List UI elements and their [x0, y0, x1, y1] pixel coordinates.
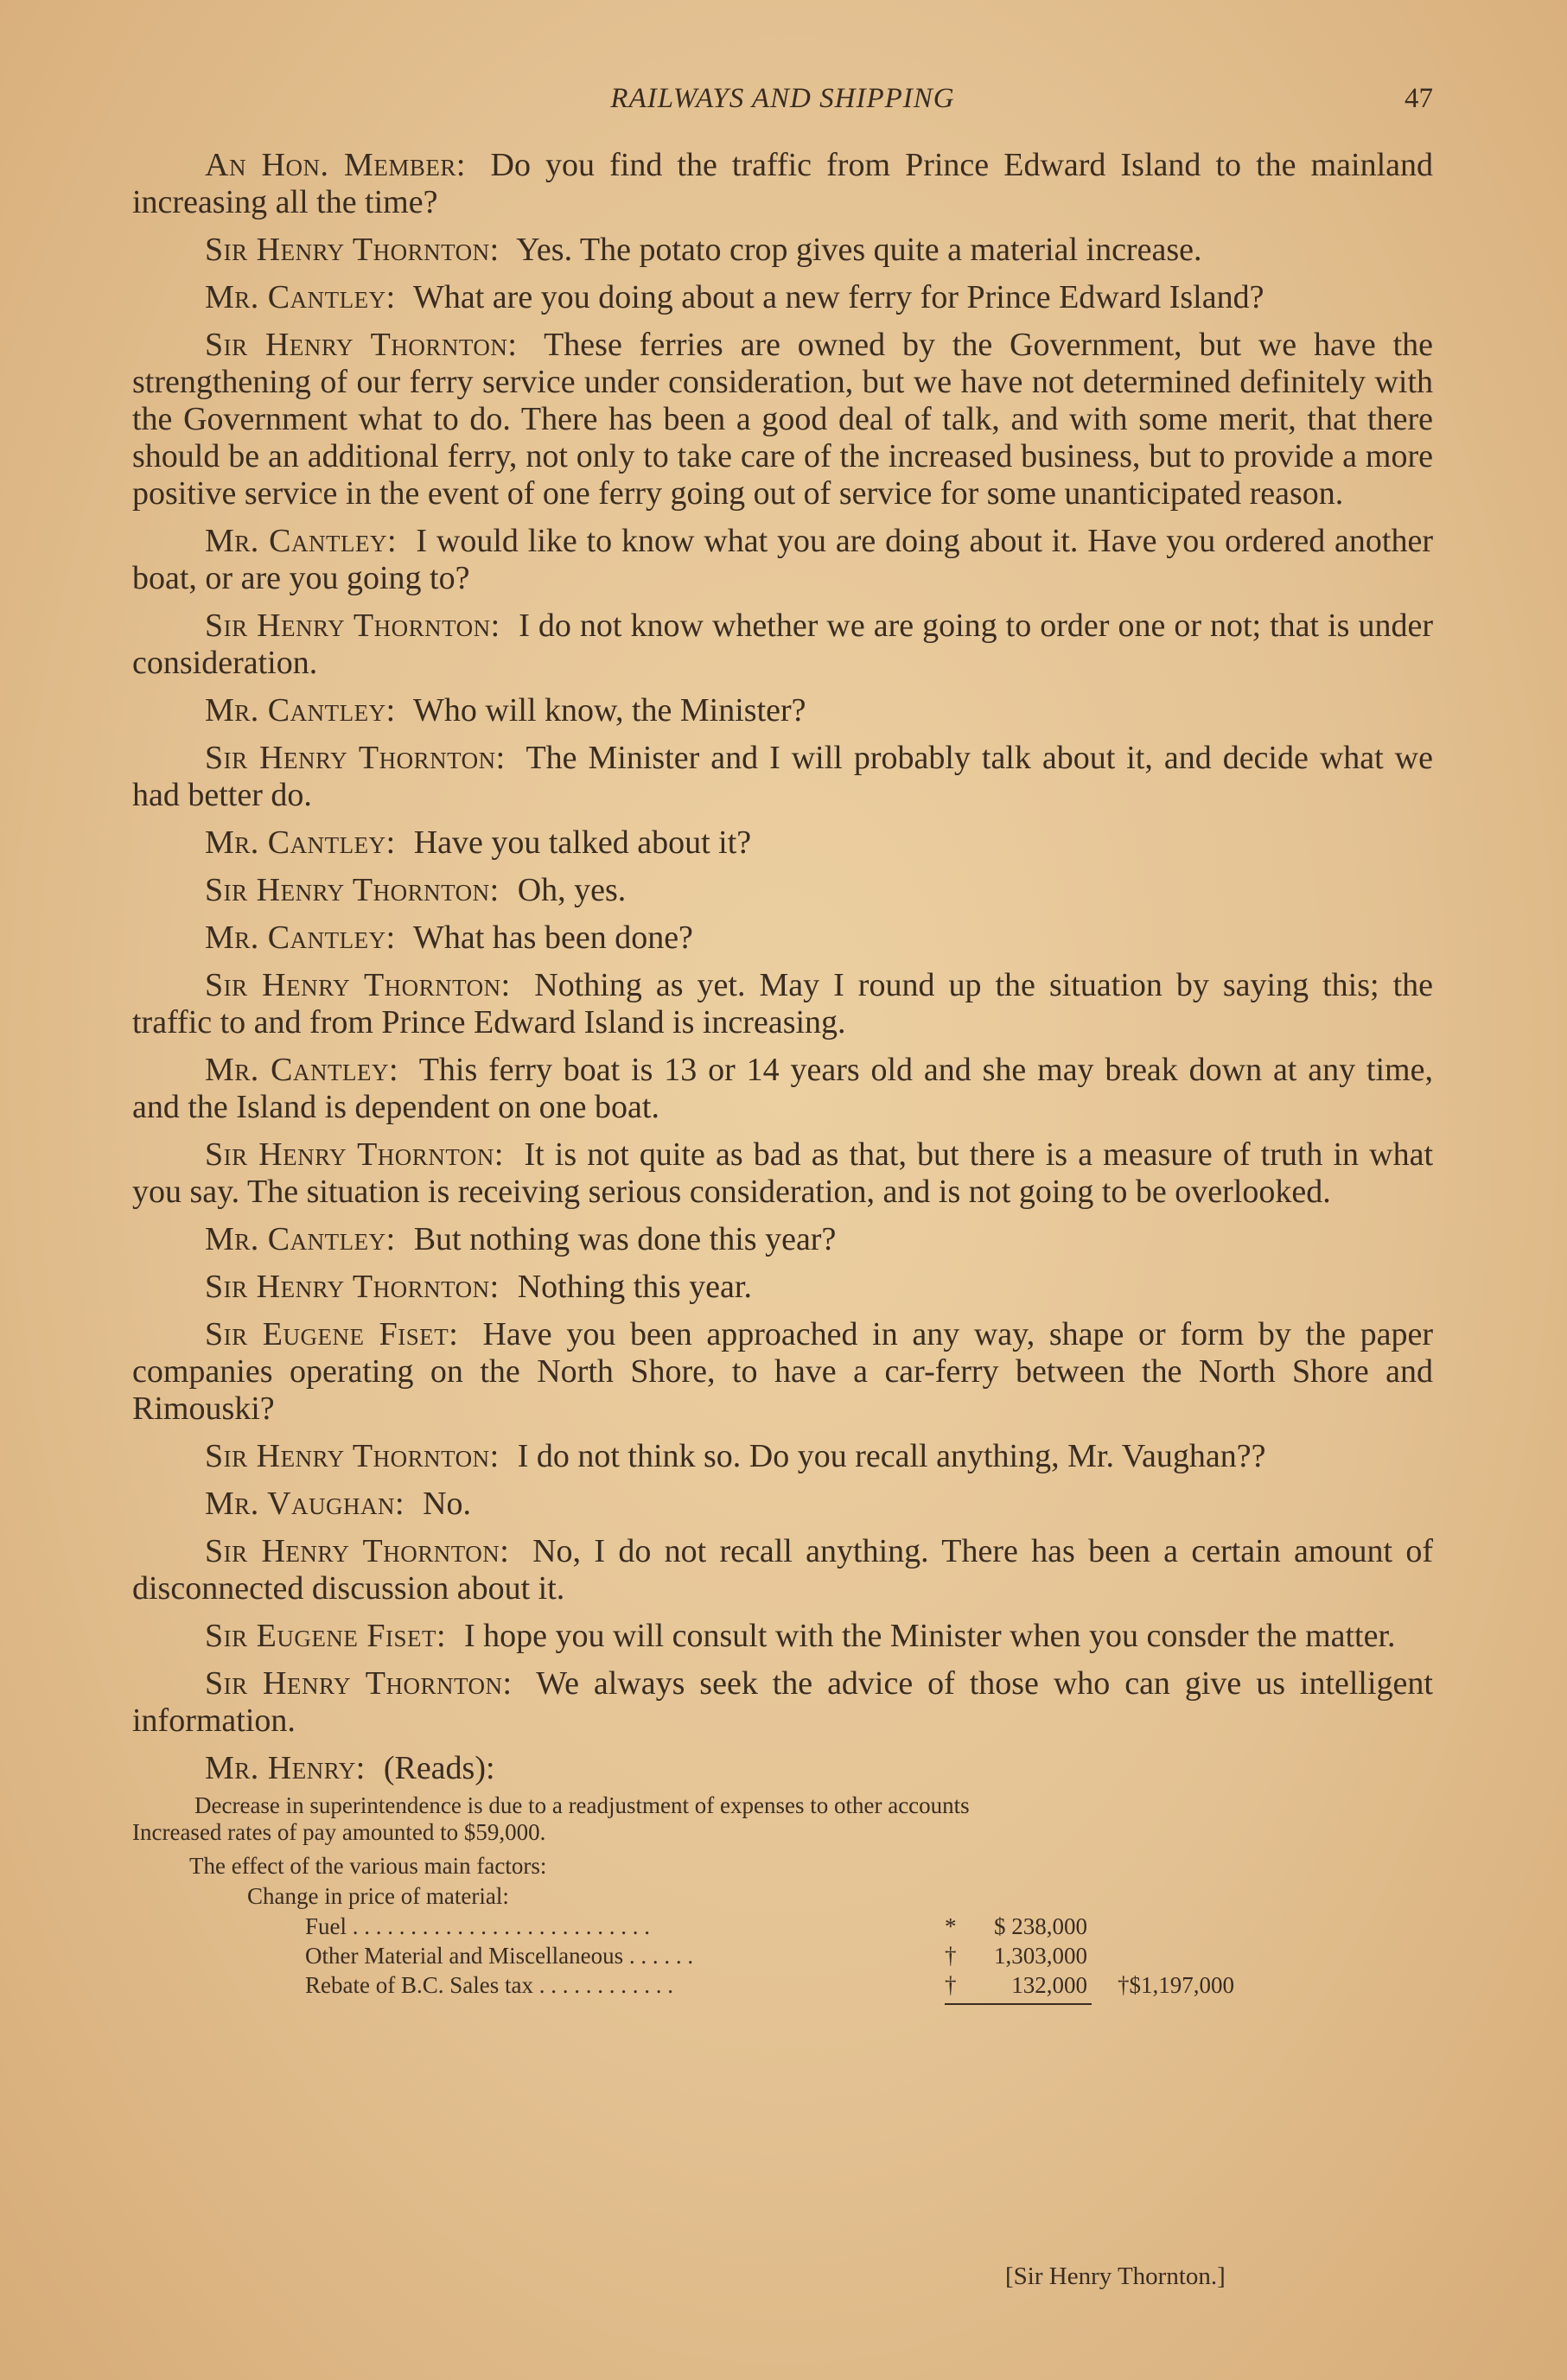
- speech-text: What are you doing about a new ferry for Prince Edward Island?: [413, 279, 1264, 315]
- dialogue-paragraph: Sir Eugene Fiset: Have you been approached in any way, shape or form by the paper companies operating on the North Shore, to have a car-ferry between the North Shore and Rimouski?: [132, 1316, 1433, 1427]
- table-row: [132, 1943, 1433, 1970]
- note-line: The effect of the various main factors:: [189, 1853, 547, 1879]
- row-mark: †: [945, 1972, 957, 1998]
- material-price-table: [132, 1913, 1433, 2008]
- speaker-name: Sir Henry Thornton: [205, 327, 508, 363]
- speaker-name: Mr. Henry: [205, 1750, 356, 1786]
- dialogue-paragraph: Mr. Cantley: I would like to know what you are doing about it. Have you ordered another boat, or are you going to?: [132, 523, 1434, 596]
- speech-text: Yes. The potato crop gives quite a material increase.: [516, 232, 1202, 268]
- row-leaders: . . . . . .: [628, 1943, 694, 1969]
- dialogue-list: [132, 147, 1433, 1740]
- row-leaders: . . . . . . . . . . . . . . . . . . . . . . . . . .: [352, 1913, 651, 1939]
- row-amount: 132,000: [1011, 1972, 1087, 1998]
- dialogue-paragraph: Sir Henry Thornton: Nothing as yet. May I round up the situation by saying this; the traffic to and from Prince Edward Island is increasing.: [132, 967, 1434, 1040]
- dialogue-paragraph: Sir Henry Thornton: Nothing this year.: [205, 1269, 752, 1305]
- speaker-name: Sir Henry Thornton: [205, 1136, 494, 1173]
- speech-text: No.: [423, 1486, 472, 1522]
- row-label: Other Material and Miscellaneous: [305, 1943, 624, 1969]
- speaker-name: Sir Henry Thornton: [205, 1533, 500, 1569]
- speaker-name: Mr. Cantley: [205, 920, 386, 956]
- dialogue-paragraph: Sir Henry Thornton: No, I do not recall anything. There has been a certain amount of disconnected discussion about it.: [132, 1533, 1433, 1607]
- dialogue-paragraph: Sir Henry Thornton: The Minister and I will probably talk about it, and decide what we had better do.: [132, 740, 1433, 813]
- speech-text: Who will know, the Minister?: [413, 692, 806, 729]
- page-header: [132, 83, 1433, 130]
- row-total: †$1,197,000: [1118, 1972, 1234, 1998]
- speaker-name: Mr. Cantley: [205, 1221, 386, 1257]
- dialogue-paragraph: Mr. Cantley: Who will know, the Minister?: [205, 692, 806, 729]
- note-line: Increased rates of pay amounted to $59,000.: [132, 1819, 546, 1845]
- reading-intro: Mr. Henry: (Reads):: [205, 1750, 495, 1786]
- speech-text: Nothing as yet. May I round up the situation by saying this; the traffic to and from Prince Edward Island is increasing.: [132, 967, 1434, 1040]
- speech-text: The Minister and I will probably talk about it, and decide what we had better do.: [132, 740, 1433, 813]
- speech-text: I do not know whether we are going to order one or not; that is under consideration.: [132, 608, 1434, 681]
- row-mark: †: [945, 1943, 957, 1969]
- speech-text: Have you been approached in any way, shape or form by the paper companies operating on the North Shore, to have a car-ferry between the North Shore and Rimouski?: [132, 1316, 1433, 1427]
- table-row: [132, 1972, 1433, 1999]
- transcript-body: [132, 147, 1433, 2008]
- dialogue-paragraph: Sir Henry Thornton: It is not quite as bad as that, but there is a measure of truth in what you say. The situation is receiving serious consideration, and is not going to be overlooked.: [132, 1136, 1434, 1210]
- total-rule: [945, 2003, 1092, 2005]
- dialogue-paragraph: Mr. Cantley: What are you doing about a new ferry for Prince Edward Island?: [205, 279, 1264, 315]
- speech-text: I do not think so. Do you recall anything, Mr. Vaughan??: [517, 1438, 1266, 1474]
- row-label: Rebate of B.C. Sales tax: [305, 1972, 533, 1998]
- reading-label: (Reads):: [383, 1750, 495, 1786]
- running-title: RAILWAYS AND SHIPPING: [610, 83, 955, 114]
- speech-text: But nothing was done this year?: [413, 1221, 837, 1257]
- continuation-signature: [Sir Henry Thornton.]: [1005, 2262, 1226, 2290]
- speech-text: Nothing this year.: [517, 1269, 752, 1305]
- dialogue-paragraph: Sir Henry Thornton: I do not know whether we are going to order one or not; that is under consideration.: [132, 608, 1434, 681]
- dialogue-paragraph: Sir Henry Thornton: We always seek the advice of those who can give us intelligent information.: [132, 1665, 1433, 1739]
- page-number: 47: [1405, 83, 1433, 114]
- speaker-name: Sir Eugene Fiset: [205, 1316, 449, 1352]
- speaker-name: Mr. Cantley: [205, 523, 387, 559]
- note-line: Decrease in superintendence is due to a readjustment of expenses to other accounts: [194, 1792, 970, 1818]
- reading-notes: [132, 1792, 1433, 2008]
- dialogue-paragraph: Sir Henry Thornton: Oh, yes.: [205, 872, 627, 908]
- speaker-name: Sir Henry Thornton: [205, 1438, 490, 1474]
- speaker-name: Sir Henry Thornton: [205, 1269, 490, 1305]
- dialogue-paragraph: Mr. Cantley: But nothing was done this year?: [205, 1221, 837, 1257]
- speaker-name: Sir Henry Thornton: [205, 1665, 503, 1702]
- speech-text: I would like to know what you are doing about it. Have you ordered another boat, or are you going to?: [132, 523, 1434, 596]
- dialogue-paragraph: Sir Henry Thornton: I do not think so. Do you recall anything, Mr. Vaughan??: [205, 1438, 1266, 1474]
- speech-text: What has been done?: [413, 920, 693, 956]
- row-amount: $ 238,000: [994, 1913, 1087, 1939]
- row-amount: 1,303,000: [994, 1943, 1087, 1969]
- speech-text: Have you talked about it?: [413, 824, 752, 861]
- speaker-name: Sir Henry Thornton: [205, 872, 490, 908]
- speaker-name: Sir Henry Thornton: [205, 967, 501, 1003]
- row-mark: *: [945, 1913, 957, 1939]
- dialogue-paragraph: Mr. Cantley: What has been done?: [205, 920, 693, 956]
- speaker-name: Sir Henry Thornton: [205, 740, 496, 776]
- table-row: [132, 1913, 1433, 1940]
- speaker-name: Mr. Cantley: [205, 824, 386, 861]
- speech-text: I hope you will consult with the Minister when you consder the matter.: [464, 1618, 1396, 1654]
- dialogue-paragraph: Sir Eugene Fiset: I hope you will consult with the Minister when you consder the matter.: [205, 1618, 1396, 1654]
- speaker-name: Mr. Cantley: [205, 692, 386, 729]
- dialogue-paragraph: Sir Henry Thornton: Yes. The potato crop gives quite a material increase.: [205, 232, 1202, 268]
- speaker-name: Sir Henry Thornton: [205, 608, 491, 644]
- speech-text: These ferries are owned by the Government, but we have the strengthening of our ferry service under consideration, but we have not determined definitely with the Government what to do. There has been a good deal of talk, and with some merit, that there should be an additional ferry, not only to take care of the increased business, but to provide a more positive service in the event of one ferry going out of service for some unanticipated reason.: [132, 327, 1433, 512]
- note-line: Change in price of material:: [247, 1883, 509, 1909]
- speech-text: We always seek the advice of those who can give us intelligent information.: [132, 1665, 1433, 1739]
- row-label: Fuel: [305, 1913, 347, 1939]
- speaker-name: Sir Henry Thornton: [205, 232, 490, 268]
- speech-text: Do you find the traffic from Prince Edward Island to the mainland increasing all the time?: [132, 147, 1434, 220]
- speech-text: Oh, yes.: [517, 872, 627, 908]
- speech-text: No, I do not recall anything. There has been a certain amount of disconnected discussion about it.: [132, 1533, 1433, 1607]
- dialogue-paragraph: An Hon. Member: Do you find the traffic from Prince Edward Island to the mainland increasing all the time?: [132, 147, 1434, 220]
- dialogue-paragraph: Mr. Cantley: This ferry boat is 13 or 14 years old and she may break down at any time, and the Island is dependent on one boat.: [132, 1052, 1433, 1125]
- speaker-name: Mr. Cantley: [205, 279, 386, 315]
- dialogue-paragraph: Mr. Cantley: Have you talked about it?: [205, 824, 752, 861]
- speech-text: It is not quite as bad as that, but there is a measure of truth in what you say. The situation is receiving serious consideration, and is not going to be overlooked.: [132, 1136, 1434, 1210]
- dialogue-paragraph: Mr. Vaughan: No.: [205, 1486, 472, 1522]
- speaker-name: Mr. Vaughan: [205, 1486, 396, 1522]
- speaker-name: Sir Eugene Fiset: [205, 1618, 436, 1654]
- speaker-name: An Hon. Member: [205, 147, 456, 183]
- dialogue-paragraph: Sir Henry Thornton: These ferries are owned by the Government, but we have the strengthening of our ferry service under consideration, but we have not determined definitely with the Government what to do. There has been a good deal of talk, and with some merit, that there should be an additional ferry, not only to take care of the increased business, but to provide a more positive service in the event of one ferry going out of service for some unanticipated reason.: [132, 327, 1433, 512]
- speaker-name: Mr. Cantley: [205, 1052, 389, 1088]
- speech-text: This ferry boat is 13 or 14 years old and she may break down at any time, and the Island is dependent on one boat.: [132, 1052, 1433, 1125]
- row-leaders: . . . . . . . . . . . .: [538, 1972, 673, 1998]
